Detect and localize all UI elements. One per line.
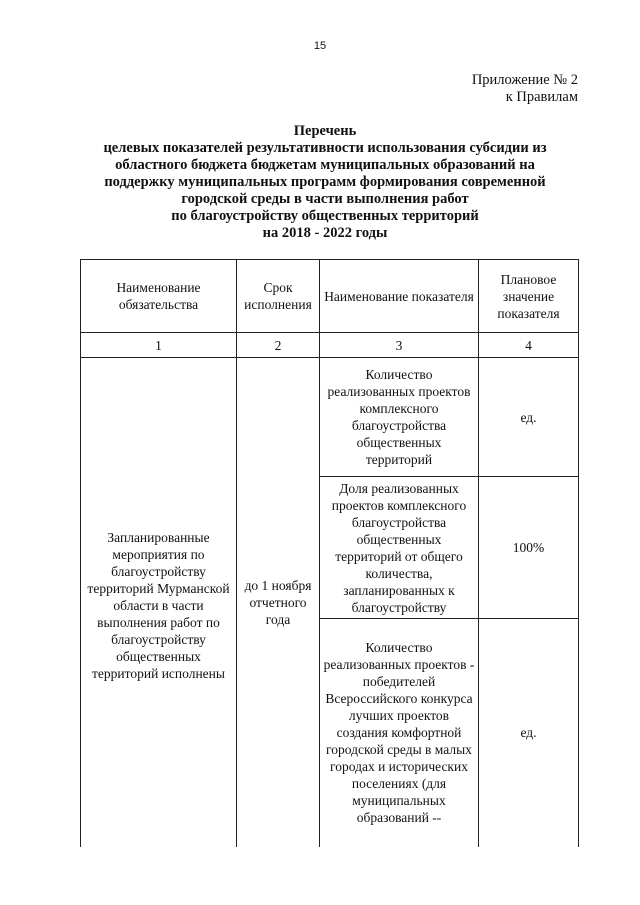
appendix-line-1: Приложение № 2 [471,72,578,88]
title-line-5: городской среды в части выполнения работ [181,191,469,207]
indicator-cell: Количество реализованных проектов - победителей Всероссийского конкурса лучших проектов создания комфортной городской среды в малых городах и исторических поселениях (для муниципальных образований -- [320,619,479,847]
header-planned-value: Плановое значение показателя [479,260,579,333]
deadline-cell: до 1 ноября отчетного года [237,358,320,847]
indicators-table [80,259,579,847]
title-line-7: на 2018 - 2022 годы [262,225,388,241]
column-number-2: 2 [237,333,320,358]
page-number: 15 [313,40,327,52]
column-number-1: 1 [81,333,237,358]
indicator-cell: Доля реализованных проектов комплексного благоустройства общественных территорий от общего количества, запланированных к благоустройству [320,477,479,619]
indicator-cell: Количество реализованных проектов комплексного благоустройства общественных территорий [320,358,479,477]
column-number-3: 3 [320,333,479,358]
column-number-4: 4 [479,333,579,358]
planned-value-cell: 100% [479,477,579,619]
document-title [90,123,560,242]
title-line-1: Перечень [293,123,357,139]
appendix-line-2: к Правилам [505,89,578,105]
title-line-3: областного бюджета бюджетам муниципальных образований на [115,157,535,173]
obligation-cell: Запланированные мероприятия по благоустройству территорий Мурманской области в части выполнения работ по благоустройству общественных территорий исполнены [81,358,237,847]
header-deadline: Срок исполнения [237,260,320,333]
planned-value-cell: ед. [479,358,579,477]
planned-value-cell: ед. [479,619,579,847]
table-header-row [81,260,579,333]
column-number-row [81,333,579,358]
title-line-4: поддержку муниципальных программ формирования современной [104,174,546,190]
title-line-2: целевых показателей результативности использования субсидии из [103,140,547,156]
title-line-6: по благоустройству общественных территорий [171,208,479,224]
table-row [81,358,579,477]
header-obligation: Наименование обязательства [81,260,237,333]
header-indicator: Наименование показателя [320,260,479,333]
appendix-note [472,72,578,106]
